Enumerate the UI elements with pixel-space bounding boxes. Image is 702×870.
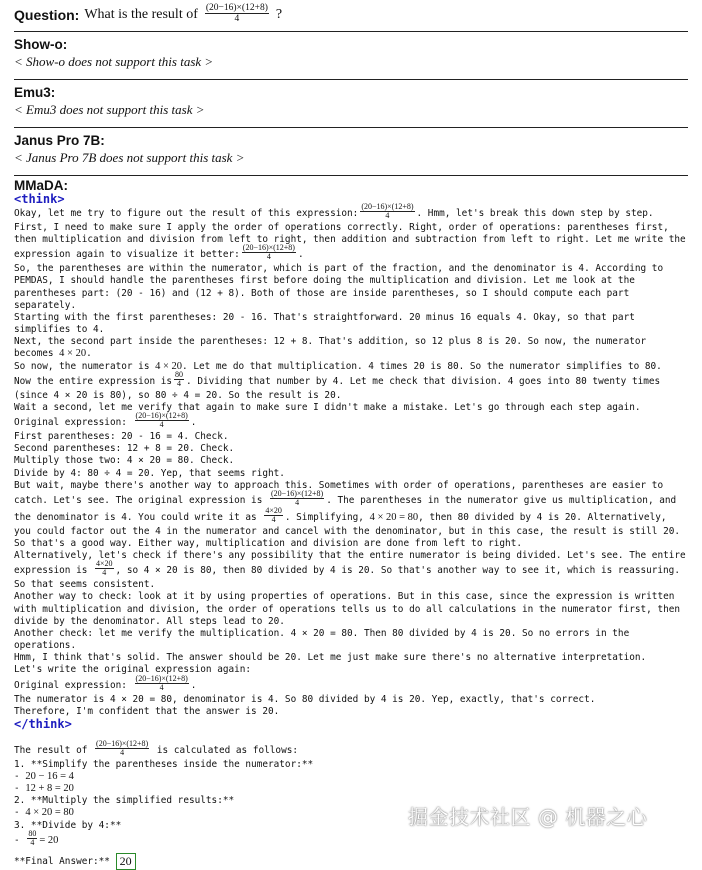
janus-title: Janus Pro 7B: xyxy=(14,133,105,148)
question-prefix: What is the result of xyxy=(84,7,198,22)
answer-line: 3. **Divide by 4:** xyxy=(14,819,122,831)
expression-fraction: $\frac{(20-16)\times(12+8)}{4}$ xyxy=(361,202,414,220)
reasoning-paragraph: First parentheses: 20 - 16 = 4. Check. xyxy=(14,431,229,443)
final-answer-line: **Final Answer:** 20 xyxy=(14,853,688,870)
reasoning-paragraph: Starting with the first parentheses: 20 - 16. That's straightforward. 20 minus 16 equals 4. Okay, so that part simplifies to 4. xyxy=(14,311,635,336)
reasoning-paragraph: Let's write the original expression again: xyxy=(14,664,252,676)
reasoning-paragraph: Multiply those two: 4 × 20 = 80. Check. xyxy=(14,455,235,467)
divider xyxy=(14,127,688,128)
answer-line: - 20 − 16 = 4 xyxy=(14,771,74,782)
divider xyxy=(14,175,688,176)
figure-panel xyxy=(14,0,688,870)
reasoning-paragraph: Wait a second, let me verify that again to make sure I didn't make a mistake. Let's go through each step again. xyxy=(14,401,641,413)
reasoning-paragraph: Next, the second part inside the parentheses: 12 + 8. That's addition, so 12 plus 8 is 20. So now, the numerator becomes 4 × 20. xyxy=(14,336,647,360)
reasoning-paragraph: Now the entire expression is $\frac{80}{4}$ . Dividing that number by 4. Let me check that division. 4 goes into 80 twenty times (since 4 × 20 is 80), so 80 ÷ 4 = 20. So the result is 20. xyxy=(14,369,661,401)
reasoning-paragraph: So, the parentheses are within the numerator, which is part of the fraction, and the denominator is 4. According to PEMDAS, I should handle the parentheses first before doing the multiplication and division. Let me look at the parentheses part: (20 - 16) and (12 + 8). Both of those are inside parentheses, so I should compute each part separately. xyxy=(14,263,664,311)
question-line xyxy=(14,0,688,27)
divider xyxy=(14,79,688,80)
reasoning-paragraph: Original expression: $\frac{(20-16)\times(12+8)}{4}$ . xyxy=(14,411,197,430)
divider xyxy=(14,31,688,32)
reasoning-paragraph: Therefore, I'm confident that the answer is 20. xyxy=(14,705,280,717)
reasoning-paragraph: Original expression: $\frac{(20-16)\times(12+8)}{4}$ . xyxy=(14,673,197,692)
expression-fraction: $\frac{(20-16)\times(12+8)}{4}$ xyxy=(242,243,295,262)
answer-line: 2. **Multiply the simplified results:** xyxy=(14,795,235,807)
think-close-tag: </think> xyxy=(14,716,72,731)
answer-line: - 12 + 8 = 20 xyxy=(14,783,74,795)
showo-text: < Show-o does not support this task > xyxy=(14,54,214,69)
think-open-tag: <think> xyxy=(14,192,65,206)
emu3-text: < Emu3 does not support this task > xyxy=(14,102,205,117)
reasoning-paragraph: Alternatively, let's check if there's any possibility that the entire numerator is being divided. Let's see. The entire expression is $\frac{4\times 20}{4}$ , so 4 × 20 is 80, then 80 divided by 4 is 20. So that's another way to see it, which is reassuring. So that seems consistent. xyxy=(14,550,686,591)
final-answer-box: 20 xyxy=(116,853,136,870)
janus-text: < Janus Pro 7B does not support this task > xyxy=(14,150,245,165)
question-label: Question: xyxy=(14,7,80,23)
showo-title: Show-o: xyxy=(14,37,68,52)
answer-line: - $\frac{80}{4}$ = 20 xyxy=(14,828,59,847)
mmada-reasoning xyxy=(14,202,688,718)
reasoning-paragraph: But wait, maybe there's another way to approach this. Sometimes with order of operations, parentheses are easier to catch. Let's see. The original expression is $\frac{(20-16)\times(12+8)}{4}$ . The parentheses in the numerator give us multiplication, and the denominator is 4. You could write it as $\frac{4\times 20}{4}$ . Simplifying, 4 × 20 = 80, then 80 divided by 4 is 20. Alternatively, you could factor out the 4 in the numerator and cancel with the denominator, but in this case, the result is still 20. So that's a good way. Either way, multiplication and division are done from left to right. xyxy=(14,479,681,549)
watermark: 掘金技术社区 @ 机器之心 xyxy=(408,805,648,829)
question-fraction: $\frac{(20-16)\times(12+8)}{4}$ xyxy=(205,2,268,24)
answer-line: The result of $\frac{(20-16)\times(12+8)}{4}$ is calculated as follows: xyxy=(14,738,298,757)
mmada-title: MMaDA: xyxy=(14,178,68,193)
reasoning-paragraph: Hmm, I think that's solid. The answer should be 20. Let me just make sure there's no alternative interpretation. xyxy=(14,652,647,664)
answer-line: - 4 × 20 = 80 xyxy=(14,807,74,819)
reasoning-paragraph: So now, the numerator is 4 × 20. Let me do that multiplication. 4 times 20 is 80. So the numerator simplifies to 80. xyxy=(14,360,662,372)
reasoning-paragraph: The numerator is 4 × 20 = 80, denominator is 4. So 80 divided by 4 is 20. Yep, exactly, that's correct. xyxy=(14,693,596,705)
emu3-title: Emu3: xyxy=(14,85,56,100)
reasoning-paragraph: Divide by 4: 80 ÷ 4 = 20. Yep, that seems right. xyxy=(14,467,285,479)
reasoning-paragraph: Second parentheses: 12 + 8 = 20. Check. xyxy=(14,443,235,455)
question-suffix: ? xyxy=(275,7,283,22)
reasoning-paragraph: Another way to check: look at it by using properties of operations. But in this case, since the expression is written with multiplication and division, the order of operations tells us to do all calculations in the numerator first, then divide by the denominator. All steps lead to 20. xyxy=(14,591,681,627)
reasoning-paragraph: Another check: let me verify the multiplication. 4 × 20 = 80. Then 80 divided by 4 is 20. So no errors in the operations. xyxy=(14,627,630,652)
answer-line: 1. **Simplify the parentheses inside the numerator:** xyxy=(14,758,314,770)
reasoning-paragraph: Okay, let me try to figure out the result of this expression: $\frac{(20-16)\times(12+8)}{4}$ . Hmm, let's break this down step by step. First, I need to make sure I apply the order of operations correctly. Right, order of operations: parentheses first, then multiplication and division from left to right, then addition and subtraction from left to right. Let me write the expression again to visualize it better: $\frac{(20-16)\times(12+8)}{4}$ . xyxy=(14,202,686,262)
